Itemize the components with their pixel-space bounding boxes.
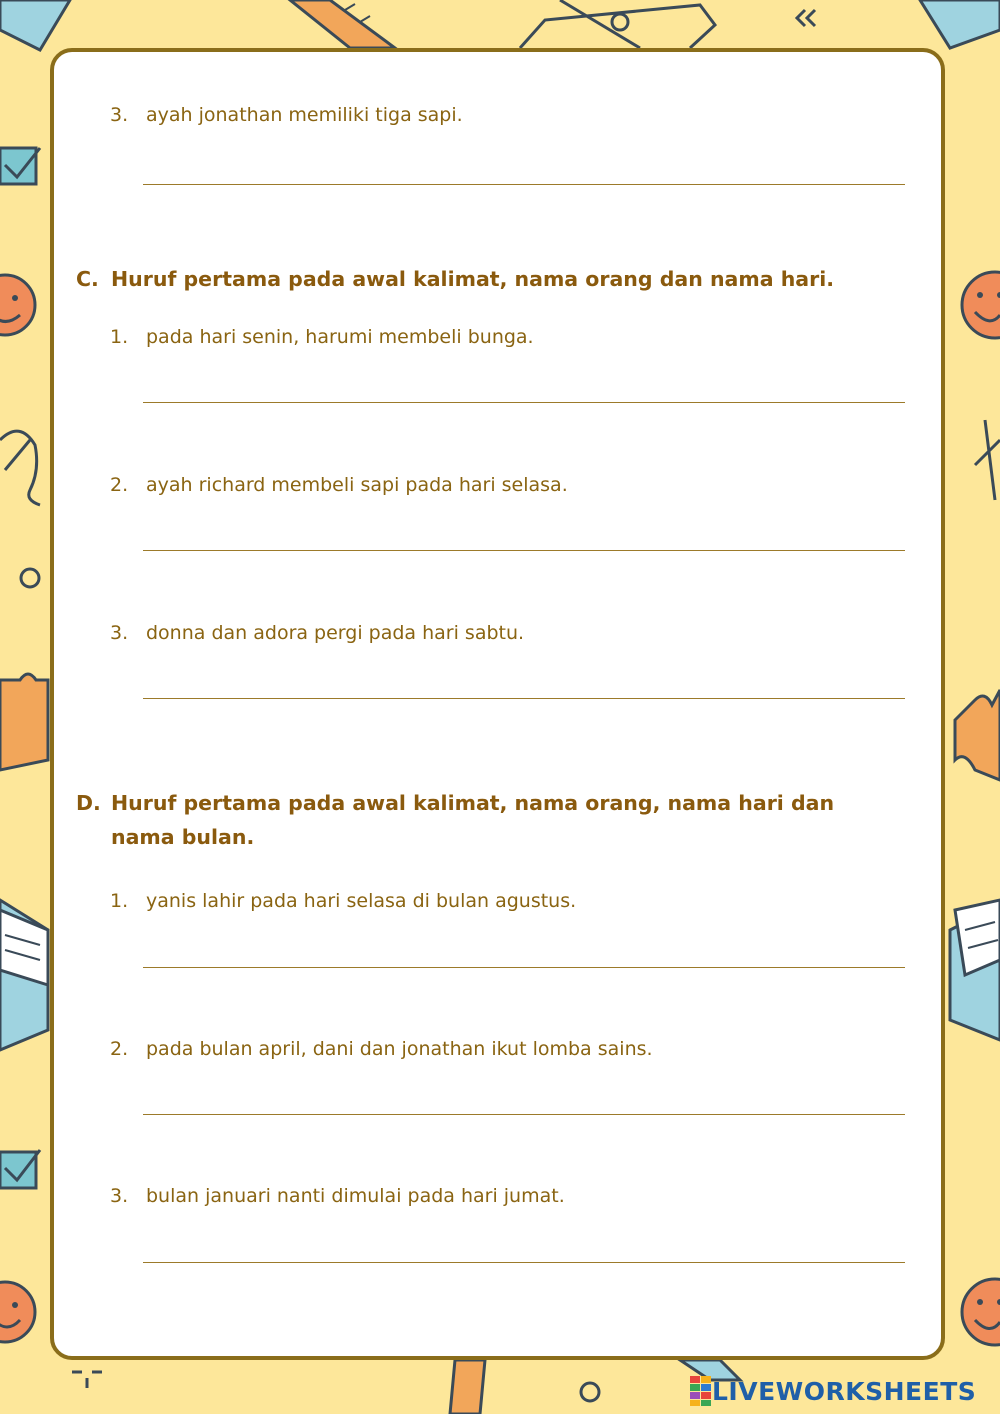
answer-line[interactable]	[143, 698, 905, 699]
item-number: 3.	[110, 104, 129, 126]
item-sentence: donna dan adora pergi pada hari sabtu.	[146, 622, 525, 644]
section-title: Huruf pertama pada awal kalimat, nama orang, nama hari dan nama bulan.	[111, 791, 835, 849]
scribble-icon	[975, 420, 1000, 500]
ruler-icon	[290, 0, 395, 48]
item-number: 2.	[110, 1038, 129, 1060]
smiley-icon	[962, 272, 1000, 338]
list-item	[110, 474, 568, 496]
list-item	[110, 104, 463, 126]
section-d-heading	[76, 786, 901, 854]
section-letter: D.	[76, 791, 101, 815]
item-sentence: pada hari senin, harumi membeli bunga.	[146, 326, 534, 348]
envelope-icon	[0, 900, 48, 1050]
worksheet-card	[50, 48, 945, 1360]
list-item	[110, 890, 576, 912]
section-c-heading	[76, 262, 901, 296]
smiley-icon	[0, 1282, 35, 1342]
smiley-icon	[962, 1279, 1000, 1345]
item-sentence: pada bulan april, dani dan jonathan ikut lomba sains.	[146, 1038, 653, 1060]
envelope-icon	[950, 900, 1000, 1040]
answer-line[interactable]	[143, 1262, 905, 1263]
section-letter: C.	[76, 267, 99, 291]
circle-icon	[21, 569, 39, 587]
answer-line[interactable]	[143, 1114, 905, 1115]
list-item	[110, 1185, 565, 1207]
envelope-icon	[920, 0, 1000, 48]
answer-line[interactable]	[143, 967, 905, 968]
scribble-icon	[0, 431, 40, 505]
liveworksheets-logo-icon	[690, 1376, 712, 1406]
paper-icon	[0, 0, 70, 50]
brand-name: LIVEWORKSHEETS	[712, 1376, 977, 1406]
item-number: 3.	[110, 1185, 129, 1207]
item-number: 1.	[110, 326, 129, 348]
list-item	[110, 326, 534, 348]
puzzle-piece-icon	[955, 690, 1000, 780]
answer-line[interactable]	[143, 550, 905, 551]
item-number: 2.	[110, 474, 129, 496]
item-sentence: bulan januari nanti dimulai pada hari jumat.	[146, 1185, 565, 1207]
check-box-icon	[0, 1150, 40, 1188]
answer-line[interactable]	[143, 402, 905, 403]
section-title: Huruf pertama pada awal kalimat, nama orang dan nama hari.	[111, 267, 835, 291]
item-number: 3.	[110, 622, 129, 644]
smiley-icon	[0, 275, 35, 335]
list-item	[110, 1038, 653, 1060]
puzzle-piece-icon	[0, 674, 48, 770]
triangle-icon	[520, 0, 715, 48]
chevron-double-left-icon	[797, 10, 815, 26]
item-sentence: yanis lahir pada hari selasa di bulan agustus.	[146, 890, 577, 912]
liveworksheets-watermark	[690, 1374, 976, 1408]
answer-line[interactable]	[143, 184, 905, 185]
sparkle-icon	[72, 1372, 102, 1388]
item-sentence: ayah richard membeli sapi pada hari selasa.	[146, 474, 568, 496]
item-number: 1.	[110, 890, 129, 912]
item-sentence: ayah jonathan memiliki tiga sapi.	[146, 104, 463, 126]
circle-icon	[581, 1383, 599, 1401]
check-box-icon	[0, 148, 40, 184]
list-item	[110, 622, 524, 644]
